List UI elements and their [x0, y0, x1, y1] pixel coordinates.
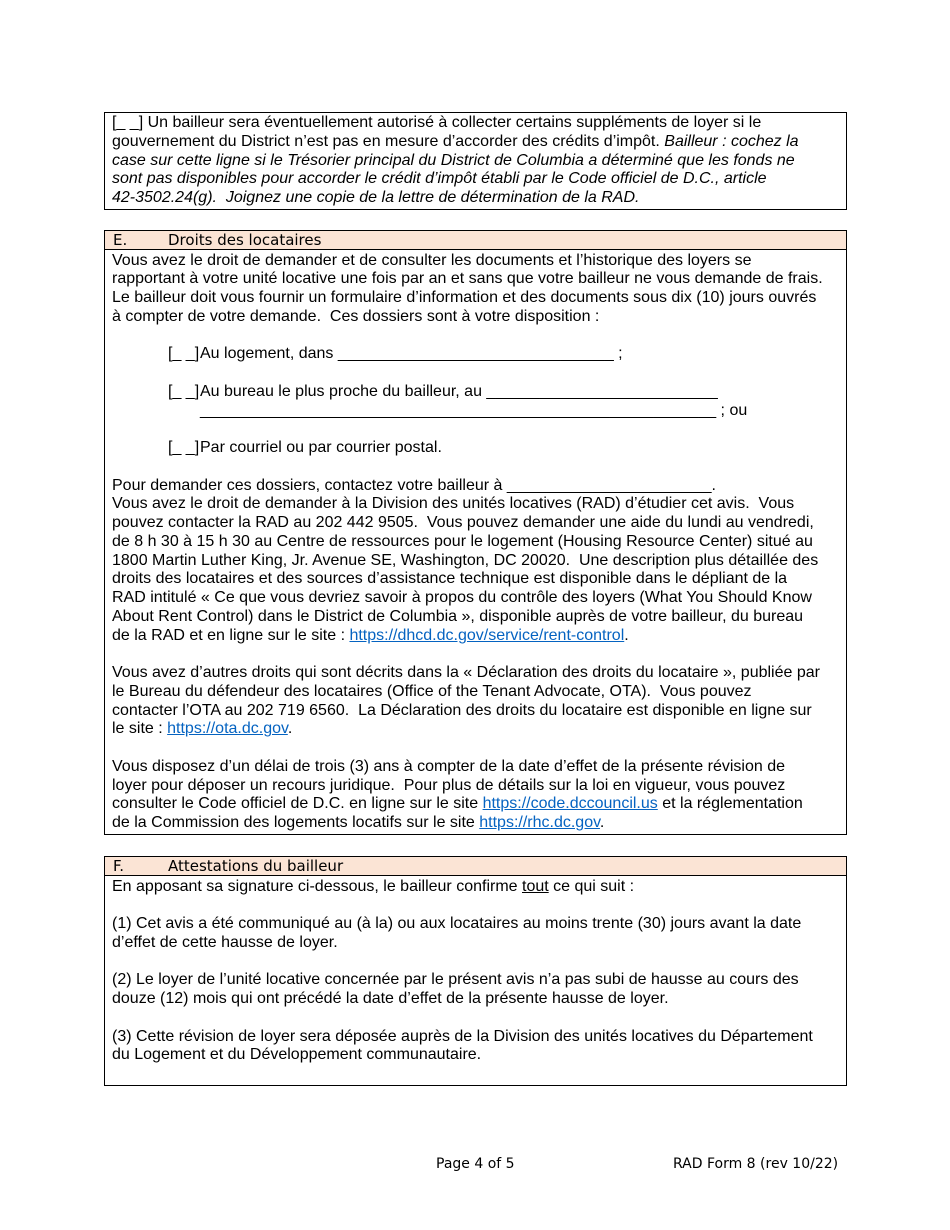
- line-text: En apposant sa signature ci-dessous, le bailleur confirme: [112, 877, 522, 895]
- section-body: [105, 250, 846, 834]
- line-text: .: [624, 626, 629, 644]
- landlord-instruction-line: case sur cette ligne si le Trésorier principal du District de Columbia a déterminé que les fonds ne: [112, 151, 795, 169]
- paragraph-line: Vous avez le droit de demander et de consulter les documents et l’historique des loyers se: [112, 251, 752, 269]
- option-continuation-line: __________________________________________________________ ; ou: [200, 401, 748, 419]
- paragraph-line: pouvez contacter la RAD au 202 442 9505. Vous pouvez demander une aide du lundi au vendredi,: [112, 514, 814, 531]
- paragraph-line: [112, 627, 840, 646]
- paragraph-line: (3) Cette révision de loyer sera déposée auprès de la Division des unités locatives du Département: [112, 1027, 813, 1045]
- paragraph-line: 1800 Martin Luther King, Jr. Avenue SE, Washington, DC 20020. Une description plus détaillée des: [112, 551, 819, 569]
- section-header: [105, 231, 846, 250]
- section-header: [105, 857, 846, 876]
- line-text: consulter le Code officiel de D.C. en ligne sur le site: [112, 795, 483, 813]
- paragraph-line: droits des locataires et des sources d’assistance technique est disponible dans le dépliant de la: [112, 570, 788, 588]
- line-text: de la Commission des logements locatifs sur le site: [112, 814, 480, 831]
- section-f-landlord-certifications: [104, 856, 847, 1086]
- option-line: [112, 439, 840, 458]
- checkbox-placeholder: [_ _]: [168, 345, 200, 363]
- paragraph-line: [112, 878, 840, 897]
- emphasis-underlined: tout: [522, 877, 549, 895]
- paragraph-line: Vous avez le droit de demander à la Division des unités locatives (RAD) d’étudier cet avis. Vous: [112, 495, 795, 513]
- paragraph-line: Le bailleur doit vous fournir un formulaire d’information et des documents sous dix (10) jours ouvrés: [112, 289, 817, 306]
- option-at-unit: [112, 345, 840, 364]
- line-text: .: [287, 720, 293, 738]
- paragraph-line: RAD intitulé « Ce que vous devriez savoir à propos du contrôle des loyers (What You Should Know: [112, 589, 812, 606]
- option-text: Au bureau le plus proche du bailleur, au __________________________: [200, 382, 718, 400]
- checkbox-placeholder: [_ _]: [168, 382, 200, 400]
- paragraph-line: douze (12) mois qui ont précédé la date d’effet de la présente hausse de loyer.: [112, 990, 669, 1007]
- notice-line: [112, 133, 840, 152]
- ota-link[interactable]: https://ota.dc.gov: [167, 720, 288, 738]
- certification-item: [112, 971, 840, 1009]
- landlord-instruction: Bailleur : cochez la: [664, 132, 799, 150]
- paragraph-line: Vous disposez d’un délai de trois (3) ans à compter de la date d’effet de la présente révision de: [112, 757, 786, 775]
- paragraph-line: du Logement et du Développement communautaire.: [112, 1046, 482, 1064]
- certification-item: [112, 1028, 840, 1066]
- paragraph-line: d’effet de cette hausse de loyer.: [112, 933, 338, 951]
- landlord-instruction-line: sont pas disponibles pour accorder le crédit d’impôt établi par le Code officiel de D.C., article: [112, 170, 767, 188]
- section-letter: E.: [113, 231, 128, 249]
- paragraph-line: rapportant à votre unité locative une fois par an et sans que votre bailleur ne vous demande de frais.: [112, 270, 823, 288]
- records-request-paragraph: [112, 252, 840, 327]
- supplement-notice-box: [104, 112, 847, 210]
- paragraph-line: le Bureau du défendeur des locataires (Office of the Tenant Advocate, OTA). Vous pouvez: [112, 682, 752, 700]
- paragraph-line: Pour demander ces dossiers, contactez votre bailleur à _______________________.: [112, 476, 716, 494]
- paragraph-line: loyer pour déposer un recours juridique. Pour plus de détails sur la loi en vigueur, vous pouvez: [112, 776, 786, 794]
- section-body: [105, 876, 846, 1085]
- option-email-or-mail: [112, 439, 840, 458]
- option-landlord-office: [112, 383, 840, 421]
- section-e-tenant-rights: [104, 230, 847, 835]
- paragraph-line: (1) Cet avis a été communiqué au (à la) ou aux locataires au moins trente (30) jours avant la date: [112, 915, 802, 932]
- section-letter: F.: [113, 857, 124, 875]
- paragraph-line: [112, 814, 840, 833]
- paragraph-line: About Rent Control) dans le District de Columbia », disponible auprès de votre bailleur, du bureau: [112, 607, 804, 625]
- form-identifier: RAD Form 8 (rev 10/22): [673, 1156, 839, 1172]
- rent-control-link[interactable]: https://dhcd.dc.gov/service/rent-control: [349, 626, 625, 644]
- option-text: Par courriel ou par courrier postal.: [200, 439, 442, 456]
- paragraph-line: Vous avez d’autres droits qui sont décrits dans la « Déclaration des droits du locataire », publiée par: [112, 664, 820, 681]
- paragraph-line: (2) Le loyer de l’unité locative concernée par le présent avis n’a pas subi de hausse au cours des: [112, 971, 799, 989]
- paragraph-line: [112, 795, 840, 814]
- option-line: [112, 383, 840, 402]
- checkbox-placeholder: [_ _]: [168, 439, 200, 456]
- section-title: Droits des locataires: [168, 231, 322, 249]
- notice-text: gouvernement du District n’est pas en mesure d’accorder des crédits d’impôt.: [112, 132, 665, 150]
- line-text: ce qui suit :: [548, 877, 635, 895]
- landlord-instruction-line: 42-3502.24(g). Joignez une copie de la lettre de détermination de la RAD.: [112, 189, 640, 206]
- paragraph-line: à compter de votre demande. Ces dossiers sont à votre disposition :: [112, 307, 600, 325]
- paragraph-line: [112, 720, 840, 739]
- paragraph-line: contacter l’OTA au 202 719 6560. La Déclaration des droits du locataire est disponible en ligne sur: [112, 701, 812, 719]
- line-text: .: [599, 814, 605, 831]
- option-text: Au logement, dans _______________________________ ;: [200, 345, 623, 363]
- line-text: de la RAD et en ligne sur le site :: [112, 626, 350, 644]
- notice-line: [_ _] Un bailleur sera éventuellement autorisé à collecter certains suppléments de loyer si le: [112, 114, 762, 131]
- line-text: le site :: [112, 720, 168, 738]
- certification-item: [112, 915, 840, 953]
- rhc-link[interactable]: https://rhc.dc.gov: [479, 814, 600, 831]
- paragraph-line: de 8 h 30 à 15 h 30 au Centre de ressources pour le logement (Housing Resource Center) situé au: [112, 532, 813, 550]
- line-text: et la réglementation: [657, 795, 803, 813]
- page-number: Page 4 of 5: [436, 1156, 515, 1172]
- dc-code-link[interactable]: https://code.dccouncil.us: [482, 795, 658, 813]
- rad-contact-paragraph: [112, 477, 840, 646]
- section-title: Attestations du bailleur: [168, 857, 344, 875]
- appeal-paragraph: [112, 758, 840, 833]
- certification-intro: [112, 878, 840, 897]
- option-line: [112, 345, 840, 364]
- ota-paragraph: [112, 664, 840, 739]
